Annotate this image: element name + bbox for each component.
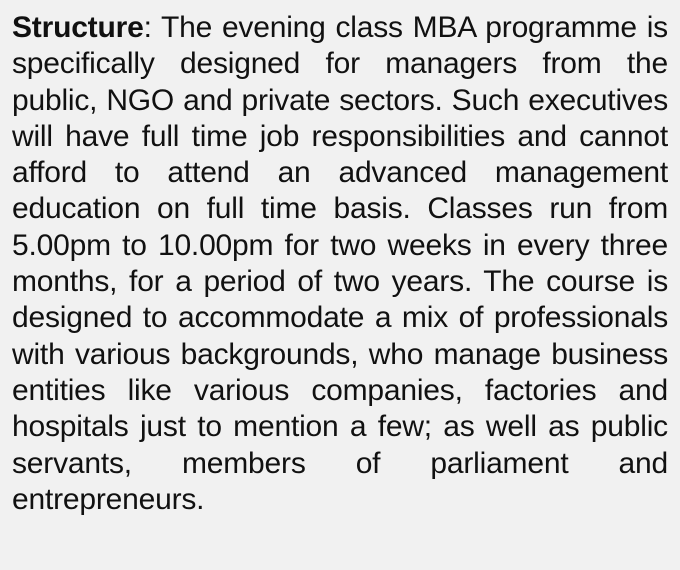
structure-paragraph [12, 10, 668, 518]
heading-separator: : [143, 11, 152, 44]
paragraph-body: The evening class MBA programme is specifically designed for managers from the public, NGO and private sectors. Such executives will have full time job responsibilities and cannot afford to attend an advanced management education on full time basis. Classes run from 5.00pm to 10.00pm for two weeks in every three months, for a period of two years. The course is designed to accommodate a mix of professionals with various backgrounds, who manage business entities like various companies, factories and hospitals just to mention a few; as well as public servants, members of parliament and entrepreneurs. [12, 11, 668, 516]
section-heading: Structure [12, 11, 144, 44]
